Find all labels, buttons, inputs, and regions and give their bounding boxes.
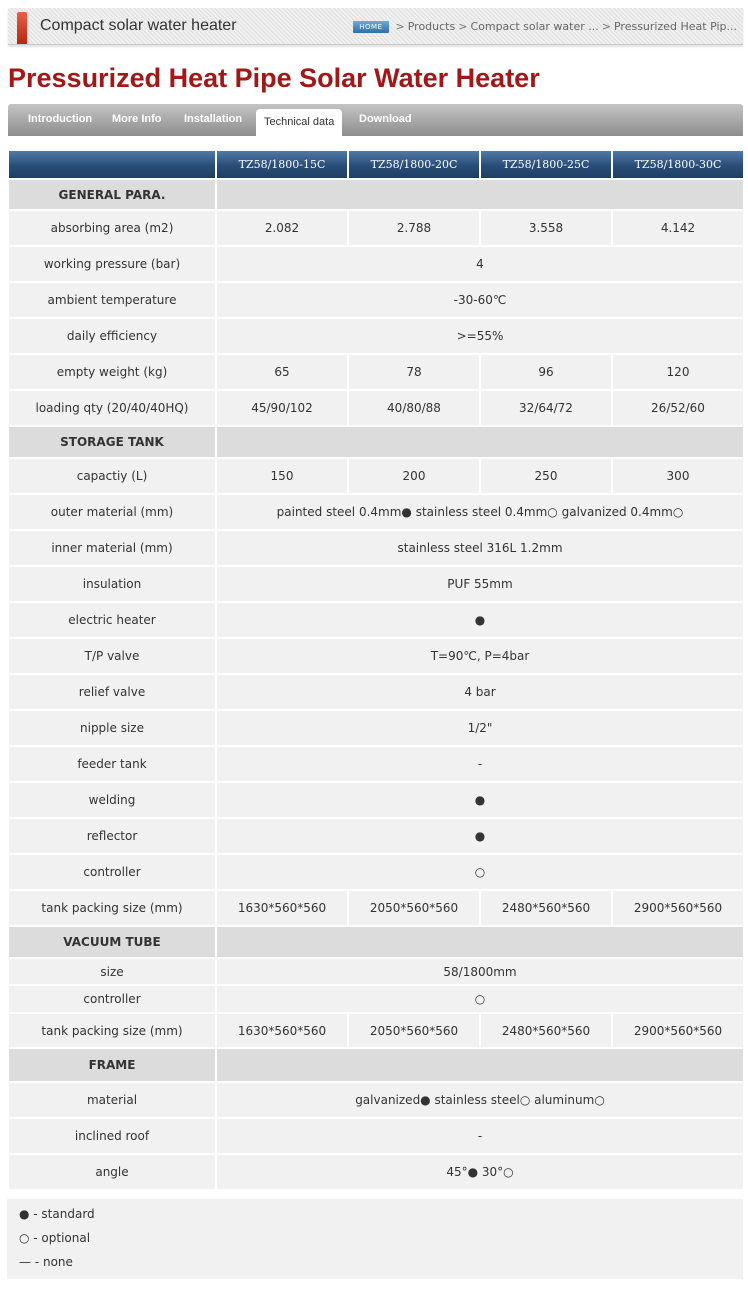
row-value: stainless steel 316L 1.2mm [216,530,744,566]
table-row [8,354,744,390]
table-row [8,818,744,854]
section-title: STORAGE TANK [8,426,216,458]
row-value: 200 [348,458,480,494]
row-value: 78 [348,354,480,390]
row-value: -30-60℃ [216,282,744,318]
row-value: 150 [216,458,348,494]
row-value: 3.558 [480,210,612,246]
column-header: TZ58/1800-15C [216,150,348,179]
row-value: ○ [216,854,744,890]
row-value: T=90℃, P=4bar [216,638,744,674]
row-value: - [216,746,744,782]
row-label: controller [8,985,216,1013]
row-value: 58/1800mm [216,958,744,985]
table-row [8,210,744,246]
row-label: controller [8,854,216,890]
table-row [8,1154,744,1190]
row-value: 96 [480,354,612,390]
table-row [8,494,744,530]
row-value: 2.082 [216,210,348,246]
section-filler [216,1048,744,1082]
section-title: VACUUM TUBE [8,926,216,958]
section-row [8,426,744,458]
section-header-bar [8,8,743,45]
table-row [8,710,744,746]
row-label: absorbing area (m2) [8,210,216,246]
row-value: 26/52/60 [612,390,744,426]
row-value: 1630*560*560 [216,890,348,926]
table-row [8,1118,744,1154]
table-row [8,1013,744,1048]
table-row [8,1082,744,1118]
row-label: reflector [8,818,216,854]
row-value: painted steel 0.4mm● stainless steel 0.4mm○ galvanized 0.4mm○ [216,494,744,530]
row-value: 2050*560*560 [348,1013,480,1048]
column-header: TZ58/1800-30C [612,150,744,179]
table-row [8,282,744,318]
row-label: empty weight (kg) [8,354,216,390]
section-title: Compact solar water heater [40,17,237,34]
row-value: 4 [216,246,744,282]
row-value: 2900*560*560 [612,1013,744,1048]
row-value: galvanized● stainless steel○ aluminum○ [216,1082,744,1118]
row-value: 2480*560*560 [480,1013,612,1048]
legend-none: — - none [19,1255,73,1269]
tab-bar [8,104,743,136]
tab-technical-data[interactable]: Technical data [256,109,342,136]
row-label: welding [8,782,216,818]
table-row [8,746,744,782]
column-header: TZ58/1800-25C [480,150,612,179]
section-title: GENERAL PARA. [8,179,216,210]
row-label: material [8,1082,216,1118]
tab-more-info[interactable]: More Info [112,113,162,125]
row-value: 2480*560*560 [480,890,612,926]
row-value: 2900*560*560 [612,890,744,926]
section-marker [17,12,27,44]
row-label: size [8,958,216,985]
breadcrumb-link-category[interactable]: Compact solar water ... [470,20,599,33]
row-value: 2050*560*560 [348,890,480,926]
row-value: ● [216,782,744,818]
row-label: T/P valve [8,638,216,674]
row-label: tank packing size (mm) [8,890,216,926]
column-header: TZ58/1800-20C [348,150,480,179]
legend [7,1199,743,1279]
breadcrumb-separator: > [458,20,468,33]
section-filler [216,926,744,958]
row-value: 4.142 [612,210,744,246]
breadcrumb-current-page: Pressurized Heat Pip... [613,20,737,33]
row-label: relief valve [8,674,216,710]
section-row [8,1048,744,1082]
row-value: 2.788 [348,210,480,246]
row-value: 45/90/102 [216,390,348,426]
row-label: capactiy (L) [8,458,216,494]
section-filler [216,426,744,458]
row-label: tank packing size (mm) [8,1013,216,1048]
table-row [8,674,744,710]
row-value: ● [216,602,744,638]
section-row [8,179,744,210]
table-row [8,854,744,890]
row-label: electric heater [8,602,216,638]
row-label: insulation [8,566,216,602]
section-row [8,926,744,958]
row-value: 1630*560*560 [216,1013,348,1048]
section-title: FRAME [8,1048,216,1082]
technical-data-table [7,149,745,1191]
row-value: 120 [612,354,744,390]
table-row [8,890,744,926]
breadcrumb [353,20,737,33]
row-value: - [216,1118,744,1154]
row-value: >=55% [216,318,744,354]
row-value: 4 bar [216,674,744,710]
breadcrumb-home-button[interactable]: HOME [353,21,388,33]
breadcrumb-separator: > [395,20,405,33]
table-row [8,782,744,818]
tab-introduction[interactable]: Introduction [28,113,93,125]
row-label: feeder tank [8,746,216,782]
row-value: 300 [612,458,744,494]
tab-download[interactable]: Download [359,113,412,125]
legend-optional: ○ - optional [19,1231,91,1245]
table-row [8,390,744,426]
row-label: inner material (mm) [8,530,216,566]
row-value: ● [216,818,744,854]
row-label: inclined roof [8,1118,216,1154]
row-value: 45°● 30°○ [216,1154,744,1190]
table-row [8,958,744,985]
row-value: ○ [216,985,744,1013]
row-value: PUF 55mm [216,566,744,602]
row-label: working pressure (bar) [8,246,216,282]
row-label: ambient temperature [8,282,216,318]
table-row [8,318,744,354]
tab-installation[interactable]: Installation [184,113,243,125]
row-label: loading qty (20/40/40HQ) [8,390,216,426]
section-filler [216,179,744,210]
table-row [8,602,744,638]
page-title: Pressurized Heat Pipe Solar Water Heater [8,63,540,93]
row-label: daily efficiency [8,318,216,354]
row-value: 1/2" [216,710,744,746]
table-row [8,566,744,602]
table-row [8,246,744,282]
row-label: outer material (mm) [8,494,216,530]
breadcrumb-link-products[interactable]: Products [407,20,456,33]
table-row [8,458,744,494]
row-value: 65 [216,354,348,390]
row-value: 32/64/72 [480,390,612,426]
row-value: 40/80/88 [348,390,480,426]
row-label: nipple size [8,710,216,746]
column-header [8,150,216,179]
table-row [8,638,744,674]
table-row [8,530,744,566]
row-label: angle [8,1154,216,1190]
breadcrumb-separator: > [601,20,611,33]
legend-standard: ● - standard [19,1207,95,1221]
row-value: 250 [480,458,612,494]
table-header-row [8,150,744,179]
table-row [8,985,744,1013]
